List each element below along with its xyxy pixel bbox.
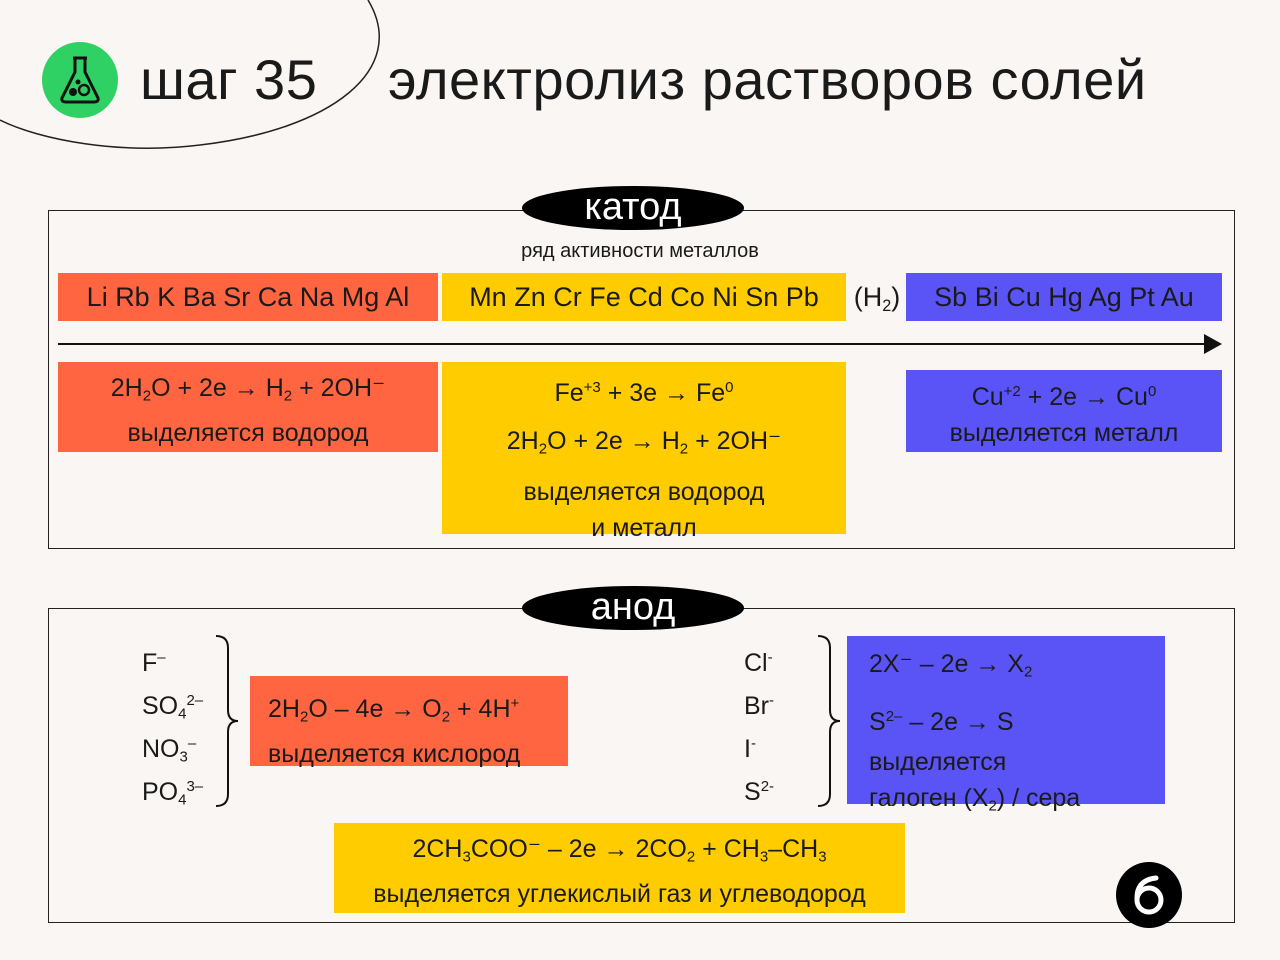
brand-logo	[1116, 862, 1182, 928]
ion-phosphate: $PO_4^{3-}$	[142, 778, 204, 809]
anode-blue-equation-2: $S^{2-} - 2e \to S$	[869, 707, 1014, 736]
cathode-blue-equation: $Cu^{+2} + 2e \to Cu^0$	[971, 383, 1157, 411]
cathode-yellow-text-2: и металл	[591, 513, 697, 542]
cathode-red-text: выделяется водород	[127, 418, 369, 447]
left-brace	[212, 634, 242, 808]
anode-red-text: выделяется кислород	[268, 739, 521, 768]
cathode-red-equation: $2H_2O + 2e \to H_2 + 2OH^-$	[110, 374, 386, 405]
ion-fluoride: F–	[142, 649, 166, 677]
anode-blue-box	[847, 636, 1165, 814]
series-arrow	[58, 332, 1224, 356]
brand-b-icon	[1116, 862, 1182, 928]
cathode-label: катод	[522, 186, 744, 230]
anode-blue-equation-1: $2X^- - 2e \to X_2$	[869, 650, 1033, 681]
ion-chloride: Cl-	[744, 649, 773, 677]
cathode-yellow-text-1: выделяется водород	[523, 477, 765, 506]
cathode-yellow-box	[442, 362, 846, 542]
anode-blue-text-1: выделяется	[869, 747, 1007, 776]
ion-nitrate: $NO_3^-$	[142, 735, 197, 766]
series-hydrogen: $(H_2)$	[853, 282, 901, 315]
cathode-blue-box	[906, 370, 1222, 452]
ion-sulfate: $SO_4^{2-}$	[142, 692, 204, 723]
anode-yellow-box	[334, 823, 905, 913]
flask-icon	[56, 54, 104, 106]
series-active-metals: Li Rb K Ba Sr Ca Na Mg Al	[58, 273, 438, 321]
cathode-blue-text: выделяется металл	[949, 419, 1179, 447]
cathode-red-box	[58, 362, 438, 452]
cathode-yellow-equation-1: $Fe^{+3} + 3e \to Fe^0$	[554, 379, 734, 407]
page-title: электролиз растворов солей	[388, 48, 1147, 111]
series-inactive-metals: Sb Bi Cu Hg Ag Pt Au	[906, 273, 1222, 321]
series-medium-metals: Mn Zn Cr Fe Cd Co Ni Sn Pb	[442, 273, 846, 321]
ion-bromide: Br-	[744, 692, 774, 720]
right-brace	[814, 634, 844, 808]
anode-yellow-text: выделяется углекислый газ и углеводород	[373, 879, 866, 908]
anode-blue-text-2: галоген $(X_2)$ / сера	[869, 783, 1081, 814]
anode-red-box	[250, 676, 568, 766]
anode-red-equation: $2H_2O - 4e \to O_2 + 4H^+$	[268, 695, 520, 726]
anode-label: анод	[522, 586, 744, 630]
cathode-yellow-equation-2: $2H_2O + 2e \to H_2 + 2OH^-$	[506, 427, 782, 458]
step-number: шаг 35	[140, 48, 318, 111]
ion-iodide: I-	[744, 735, 756, 763]
flask-logo	[42, 42, 118, 118]
activity-series-label: ряд активности металлов	[521, 240, 759, 262]
ion-sulfide: $S^{2-}$	[744, 778, 775, 806]
anode-yellow-equation: $2CH_3COO^- - 2e \to 2CO_2 + CH_3-CH_3$	[412, 835, 827, 866]
